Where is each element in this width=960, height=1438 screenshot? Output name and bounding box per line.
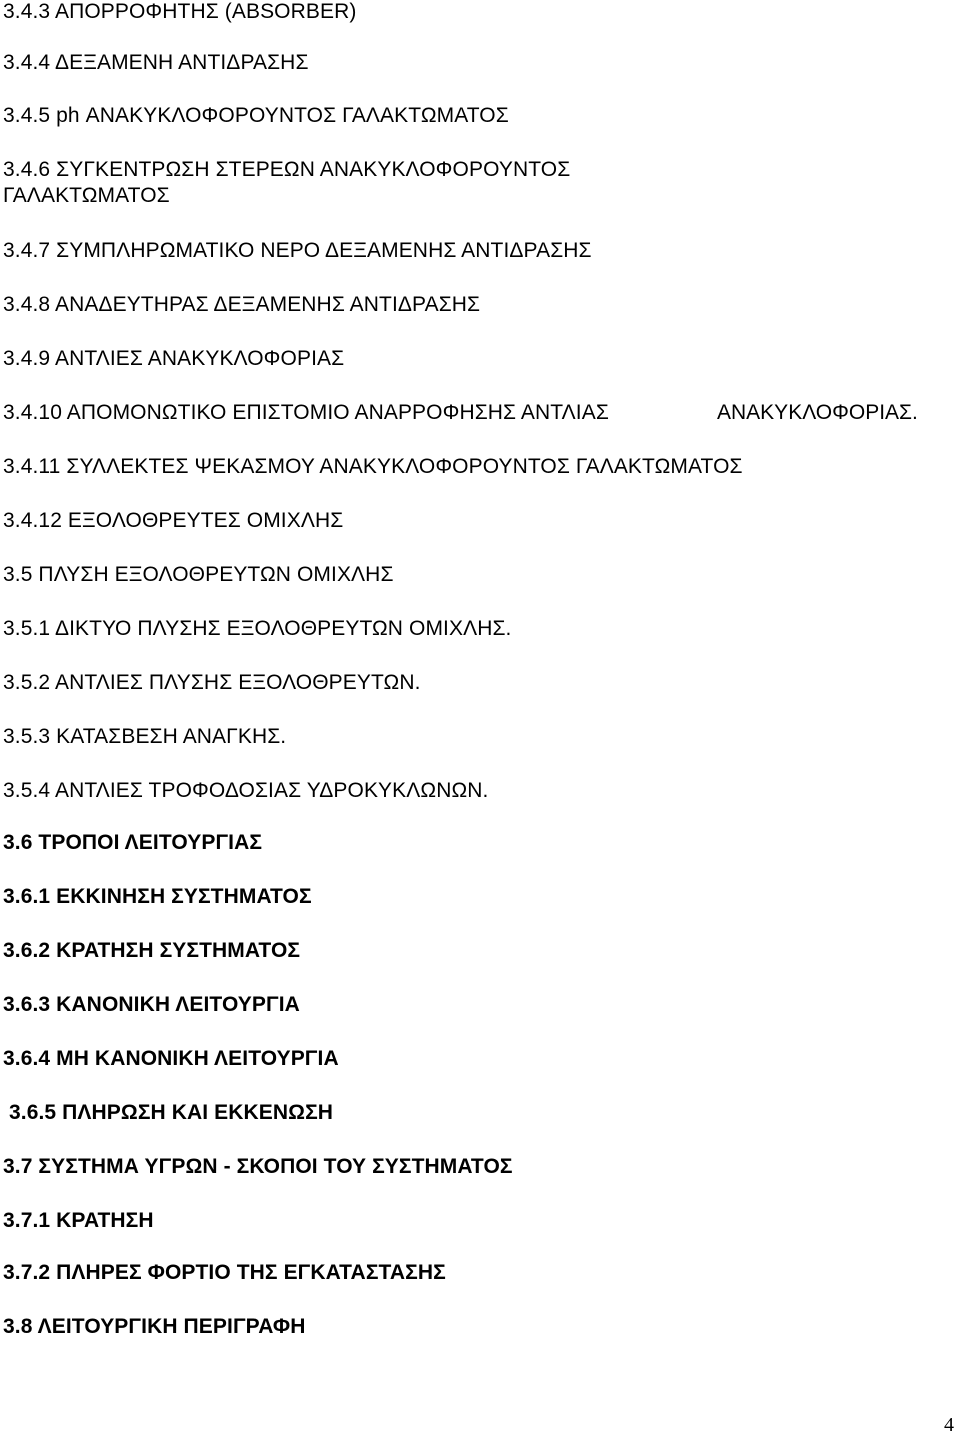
toc-entry-3-4-11: 3.4.11 ΣΥΛΛΕΚΤΕΣ ΨΕΚΑΣΜΟΥ ΑΝΑΚΥΚΛΟΦΟΡΟΥΝΤΟΣ ΓΑΛΑΚΤΩΜΑΤΟΣ xyxy=(3,455,743,478)
toc-entry-3-4-3: 3.4.3 ΑΠΟΡΡΟΦΗΤΗΣ (ABSORBER) xyxy=(3,0,357,23)
toc-entry-3-8: 3.8 ΛΕΙΤΟΥΡΓΙΚΗ ΠΕΡΙΓΡΑΦΗ xyxy=(3,1315,306,1338)
toc-entry-3-5: 3.5 ΠΛΥΣΗ ΕΞΟΛΟΘΡΕΥΤΩΝ ΟΜΙΧΛΗΣ xyxy=(3,563,394,586)
toc-entry-3-7-2: 3.7.2 ΠΛΗΡΕΣ ΦΟΡΤΙΟ ΤΗΣ ΕΓΚΑΤΑΣΤΑΣΗΣ xyxy=(3,1261,446,1284)
toc-entry-3-4-5: 3.4.5 ph ΑΝΑΚΥΚΛΟΦΟΡΟΥΝΤΟΣ ΓΑΛΑΚΤΩΜΑΤΟΣ xyxy=(3,104,509,127)
toc-entry-3-5-1: 3.5.1 ΔΙΚΤΥΟ ΠΛΥΣΗΣ ΕΞΟΛΟΘΡΕΥΤΩΝ ΟΜΙΧΛΗΣ. xyxy=(3,617,512,640)
toc-entry-3-5-3: 3.5.3 ΚΑΤΑΣΒΕΣΗ ΑΝΑΓΚΗΣ. xyxy=(3,725,287,748)
toc-entry-3-4-6: 3.4.6 ΣΥΓΚΕΝΤΡΩΣΗ ΣΤΕΡΕΩΝ ΑΝΑΚΥΚΛΟΦΟΡΟΥΝΤΟΣ ΓΑΛΑΚΤΩΜΑΤΟΣ xyxy=(3,158,571,207)
toc-entry-3-6-4: 3.6.4 ΜΗ ΚΑΝΟΝΙΚΗ ΛΕΙΤΟΥΡΓΙΑ xyxy=(3,1047,339,1070)
toc-entry-3-4-10: 3.4.10 ΑΠΟΜΟΝΩΤΙΚΟ ΕΠΙΣΤΟΜΙΟ ΑΝΑΡΡΟΦΗΣΗΣ ΑΝΤΛΙΑΣ xyxy=(3,401,609,424)
toc-entry-3-6-2: 3.6.2 ΚΡΑΤΗΣΗ ΣΥΣΤΗΜΑΤΟΣ xyxy=(3,939,301,962)
toc-entry-3-4-7: 3.4.7 ΣΥΜΠΛΗΡΩΜΑΤΙΚΟ ΝΕΡΟ ΔΕΞΑΜΕΝΗΣ ΑΝΤΙΔΡΑΣΗΣ xyxy=(3,239,592,262)
toc-entry-3-6: 3.6 ΤΡΟΠΟΙ ΛΕΙΤΟΥΡΓΙΑΣ xyxy=(3,831,263,854)
toc-entry-3-7: 3.7 ΣΥΣΤΗΜΑ ΥΓΡΩΝ - ΣΚΟΠΟΙ ΤΟΥ ΣΥΣΤΗΜΑΤΟΣ xyxy=(3,1155,513,1178)
toc-entry-3-4-10-continuation: ΑΝΑΚΥΚΛΟΦΟΡΙΑΣ. xyxy=(717,401,918,424)
toc-entry-3-4-4: 3.4.4 ΔΕΞΑΜΕΝΗ ΑΝΤΙΔΡΑΣΗΣ xyxy=(3,51,309,74)
toc-entry-3-6-3: 3.6.3 ΚΑΝΟΝΙΚΗ ΛΕΙΤΟΥΡΓΙΑ xyxy=(3,993,300,1016)
toc-entry-3-6-1: 3.6.1 ΕΚΚΙΝΗΣΗ ΣΥΣΤΗΜΑΤΟΣ xyxy=(3,885,312,908)
toc-entry-3-4-8: 3.4.8 ΑΝΑΔΕΥΤΗΡΑΣ ΔΕΞΑΜΕΝΗΣ ΑΝΤΙΔΡΑΣΗΣ xyxy=(3,293,481,316)
toc-entry-3-5-2: 3.5.2 ΑΝΤΛΙΕΣ ΠΛΥΣΗΣ ΕΞΟΛΟΘΡΕΥΤΩΝ. xyxy=(3,671,421,694)
toc-entry-3-4-12: 3.4.12 ΕΞΟΛΟΘΡΕΥΤΕΣ ΟΜΙΧΛΗΣ xyxy=(3,509,344,532)
toc-entry-3-7-1: 3.7.1 ΚΡΑΤΗΣΗ xyxy=(3,1209,154,1232)
toc-entry-3-4-9: 3.4.9 ΑΝΤΛΙΕΣ ΑΝΑΚΥΚΛΟΦΟΡΙΑΣ xyxy=(3,347,345,370)
toc-entry-3-5-4: 3.5.4 ΑΝΤΛΙΕΣ ΤΡΟΦΟΔΟΣΙΑΣ ΥΔΡΟΚΥΚΛΩΝΩΝ. xyxy=(3,779,489,802)
toc-entry-3-6-5: 3.6.5 ΠΛΗΡΩΣΗ ΚΑΙ ΕΚΚΕΝΩΣΗ xyxy=(9,1101,334,1124)
page-number: 4 xyxy=(944,1414,954,1436)
